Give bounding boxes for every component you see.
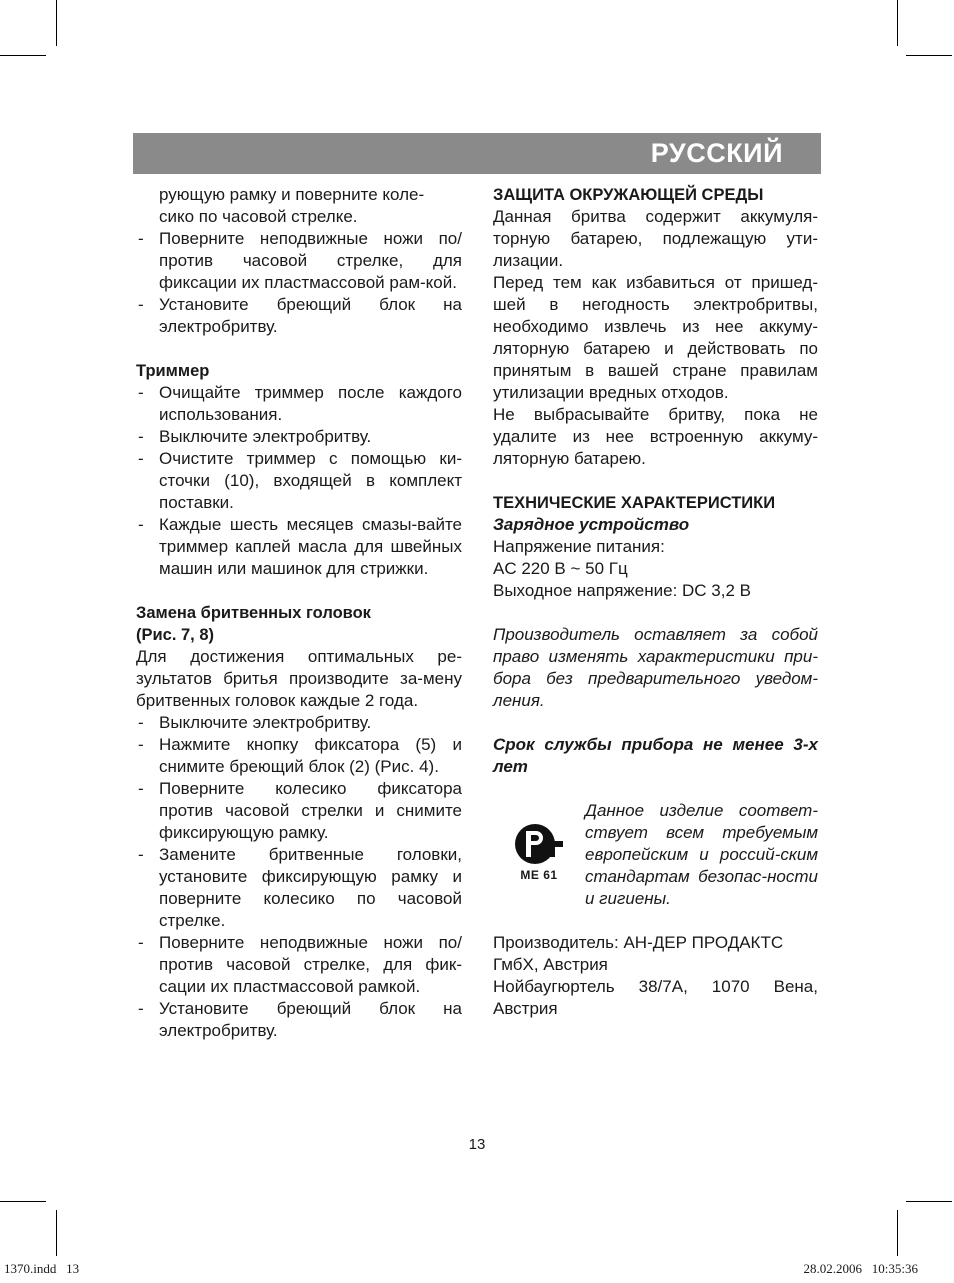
- manufacturer-address: Нойбаугюртель 38/7А, 1070 Вена, Австрия: [493, 977, 818, 1018]
- spec-line: Выходное напряжение: DC 3,2 В: [493, 581, 751, 600]
- crop-mark: [56, 0, 57, 46]
- list-item: - Поверните колесико фиксатора против часовой стрелки и снимите фиксирующую рамку.: [136, 778, 462, 844]
- list-item: - Установите бреющий блок на электробритву.: [136, 998, 462, 1042]
- replace-list: [136, 712, 462, 1042]
- certification-code: ME 61: [520, 868, 558, 882]
- section-title-specs: ТЕХНИЧЕСКИЕ ХАРАКТЕРИСТИКИ: [493, 494, 776, 512]
- rst-certification-icon: [513, 822, 565, 866]
- certification-text: Данное изделие соответ-ствует всем требуемым европейским и россий-ским стандартам безопас-ности и гигиены.: [585, 801, 818, 908]
- section-title-line: Замена бритвенных головок: [136, 604, 371, 622]
- manufacturer-line: Производитель: АН-ДЕР ПРОДАКТС ГмбХ, Австрия: [493, 933, 784, 974]
- page-number: 13: [468, 1136, 486, 1153]
- list-item: - Установите бреющий блок на электробритву.: [136, 294, 462, 338]
- continued-list: [136, 228, 462, 338]
- list-item: - Замените бритвенные головки, установите фиксирующую рамку и поверните колесико по часовой стрелке.: [136, 844, 462, 932]
- replace-intro: Для достижения оптимальных ре-зультатов бритья производите за-мену бритвенных головок каждые 2 года.: [136, 647, 462, 710]
- print-slug-file: 1370.indd 13: [4, 1261, 80, 1276]
- certification-mark: [493, 800, 585, 882]
- continued-line: рующую рамку и поверните коле-: [159, 185, 425, 204]
- environment-paragraph: Данная бритва содержит аккумуля-торную батарею, подлежащую ути-лизации.: [493, 207, 818, 270]
- specs-subtitle: Зарядное устройство: [493, 515, 690, 534]
- print-slug-date: 28.02.2006 10:35:36: [803, 1261, 918, 1276]
- crop-mark: [906, 1201, 952, 1202]
- list-item: - Нажмите кнопку фиксатора (5) и снимите бреющий блок (2) (Рис. 4).: [136, 734, 462, 778]
- list-item: - Очистите триммер с помощью ки-сточки (10), входящей в комплект поставки.: [136, 448, 462, 514]
- section-title-line: (Рис. 7, 8): [136, 626, 215, 644]
- list-item: - Поверните неподвижные ножи по/против часовой стрелке, для фиксации их пластмассовой рам-кой.: [136, 228, 462, 294]
- crop-mark: [0, 55, 46, 56]
- language-banner: [133, 133, 821, 174]
- crop-mark: [897, 1210, 898, 1256]
- crop-mark: [897, 0, 898, 46]
- crop-mark: [56, 1210, 57, 1256]
- environment-paragraph: Не выбрасывайте бритву, пока не удалите из нее встроенную аккуму-ляторную батарею.: [493, 405, 818, 468]
- service-life: Срок службы прибора не менее 3-х лет: [493, 735, 818, 776]
- list-item: - Выключите электробритву.: [136, 426, 462, 448]
- left-column: [136, 184, 462, 1042]
- list-item: - Каждые шесть месяцев смазы-вайте триммер каплей масла для швейных машин или машинок для стрижки.: [136, 514, 462, 580]
- list-item: - Очищайте триммер после каждого использования.: [136, 382, 462, 426]
- continued-line: сико по часовой стрелке.: [159, 207, 358, 226]
- list-item: - Выключите электробритву.: [136, 712, 462, 734]
- section-title-trimmer: Триммер: [136, 362, 210, 380]
- language-title: РУССКИЙ: [650, 138, 783, 168]
- spec-line: Напряжение питания:: [493, 537, 665, 556]
- trimmer-list: [136, 382, 462, 580]
- crop-mark: [906, 55, 952, 56]
- continued-text: [136, 184, 462, 228]
- list-item: - Поверните неподвижные ножи по/против часовой стрелке, для фик-сации их пластмассовой рамкой.: [136, 932, 462, 998]
- change-notice: Производитель оставляет за собой право изменять характеристики при-бора без предварительного уведом-ления.: [493, 625, 818, 710]
- certification-block: [493, 800, 818, 910]
- right-column: [493, 184, 818, 1020]
- section-title-environment: ЗАЩИТА ОКРУЖАЮЩЕЙ СРЕДЫ: [493, 186, 764, 204]
- environment-paragraph: Перед тем как избавиться от пришед-шей в негодность электробритвы, необходимо извлечь из нее аккуму-ляторную батарею и действовать по принятым в вашей стране правилам утилизации вредных отходов.: [493, 273, 818, 402]
- spec-line: AC 220 В ~ 50 Гц: [493, 559, 628, 578]
- crop-mark: [0, 1201, 46, 1202]
- section-title-replace: [136, 602, 462, 646]
